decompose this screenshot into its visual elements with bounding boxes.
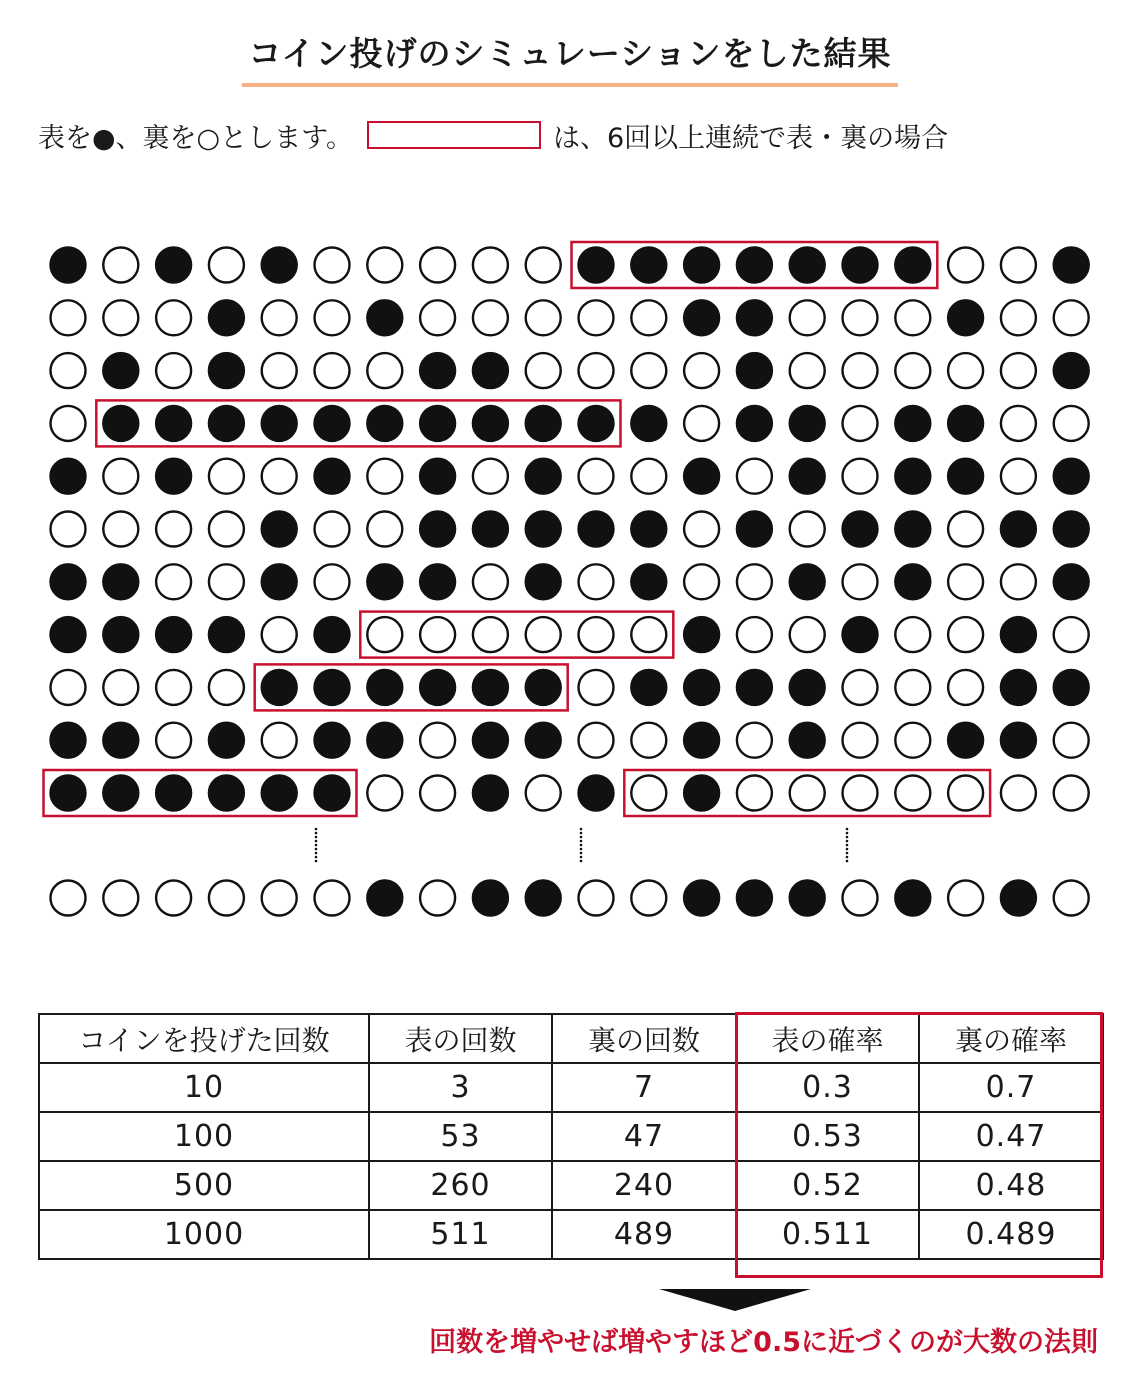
coin-heads — [367, 300, 402, 335]
coin-heads — [843, 617, 878, 652]
coin-heads — [579, 776, 614, 811]
coin-heads — [209, 617, 244, 652]
coin-heads — [737, 353, 772, 388]
coin-heads — [420, 353, 455, 388]
coin-tails — [631, 300, 666, 335]
coin-tails — [367, 353, 402, 388]
coin-tails — [631, 353, 666, 388]
legend-text-after: は、6回以上連続で表・裏の場合 — [552, 122, 949, 154]
coin-tails — [843, 723, 878, 758]
coin-heads — [737, 300, 772, 335]
cell-tails-prob: 0.47 — [919, 1112, 1103, 1161]
coin-tails — [579, 881, 614, 916]
coin-tails — [1054, 617, 1089, 652]
coin-heads — [1054, 353, 1089, 388]
table-header-row — [39, 1014, 1103, 1063]
coin-heads — [631, 248, 666, 283]
cell-heads-count: 260 — [369, 1161, 552, 1210]
table-row — [39, 1210, 1103, 1259]
coin-tails — [315, 564, 350, 599]
coin-heads — [790, 881, 825, 916]
coin-tails — [790, 512, 825, 547]
coin-heads — [367, 723, 402, 758]
cell-heads-prob: 0.511 — [736, 1210, 919, 1259]
coin-heads — [684, 881, 719, 916]
coin-tails — [209, 459, 244, 494]
coin-tails — [103, 512, 138, 547]
coin-tails — [1001, 353, 1036, 388]
coin-tails — [315, 248, 350, 283]
coin-heads — [315, 723, 350, 758]
coin-heads — [367, 406, 402, 441]
cell-heads-prob: 0.3 — [736, 1063, 919, 1112]
coin-tails — [156, 723, 191, 758]
coin-tails — [262, 617, 297, 652]
run-highlight-box — [255, 664, 568, 710]
coin-heads — [420, 459, 455, 494]
coin-heads — [262, 248, 297, 283]
coin-heads — [420, 406, 455, 441]
coin-heads — [209, 776, 244, 811]
coin-heads — [156, 406, 191, 441]
coin-tails — [420, 300, 455, 335]
coin-heads — [737, 881, 772, 916]
cell-heads-prob: 0.52 — [736, 1161, 919, 1210]
coin-tails — [51, 670, 86, 705]
coin-tails — [51, 881, 86, 916]
coin-tails — [843, 459, 878, 494]
page-title: コイン投げのシミュレーションをした結果 — [242, 28, 897, 87]
coin-tails — [51, 353, 86, 388]
coin-heads — [631, 512, 666, 547]
coin-heads — [262, 512, 297, 547]
coin-heads — [51, 723, 86, 758]
coin-tails — [1054, 881, 1089, 916]
coin-heads — [684, 300, 719, 335]
coin-tails — [526, 353, 561, 388]
coin-tails — [579, 670, 614, 705]
coin-heads — [631, 564, 666, 599]
coin-tails — [51, 512, 86, 547]
coin-tails — [367, 776, 402, 811]
coin-tails — [1001, 459, 1036, 494]
coin-tails — [1001, 406, 1036, 441]
coin-tails — [737, 459, 772, 494]
coin-tails — [1054, 300, 1089, 335]
coin-heads — [631, 406, 666, 441]
coin-tails — [103, 300, 138, 335]
coin-tails — [790, 300, 825, 335]
coin-tails — [526, 776, 561, 811]
cell-heads-count: 511 — [369, 1210, 552, 1259]
cell-tails-prob: 0.7 — [919, 1063, 1103, 1112]
coin-tails — [367, 459, 402, 494]
coin-tails — [473, 248, 508, 283]
coin-tails — [631, 776, 666, 811]
coin-tails — [367, 617, 402, 652]
coin-heads — [51, 776, 86, 811]
coin-heads — [843, 512, 878, 547]
coin-tails — [737, 564, 772, 599]
coin-heads — [1054, 459, 1089, 494]
coin-heads — [895, 564, 930, 599]
cell-tails-count: 489 — [552, 1210, 736, 1259]
coin-heads — [790, 248, 825, 283]
cell-tosses: 100 — [39, 1112, 369, 1161]
coin-heads — [579, 406, 614, 441]
coin-tails — [790, 617, 825, 652]
coin-tails — [103, 881, 138, 916]
header-heads-count: 表の回数 — [369, 1014, 552, 1063]
coin-tails — [526, 617, 561, 652]
coin-heads — [1054, 248, 1089, 283]
coin-heads — [367, 881, 402, 916]
coin-heads — [103, 564, 138, 599]
coin-tails — [420, 617, 455, 652]
coin-heads — [1054, 670, 1089, 705]
coin-heads — [315, 406, 350, 441]
coin-tails — [209, 670, 244, 705]
cell-tails-prob: 0.489 — [919, 1210, 1103, 1259]
coin-heads — [262, 776, 297, 811]
coin-heads — [103, 353, 138, 388]
coin-heads — [209, 300, 244, 335]
coin-tails — [579, 723, 614, 758]
coin-tails — [315, 353, 350, 388]
coin-tails — [737, 617, 772, 652]
coin-tails — [262, 723, 297, 758]
coin-heads — [684, 776, 719, 811]
coin-tails — [631, 459, 666, 494]
coin-heads — [315, 776, 350, 811]
coin-heads — [51, 459, 86, 494]
coin-tails — [684, 406, 719, 441]
coin-tails — [579, 564, 614, 599]
coin-tails — [948, 617, 983, 652]
coin-heads — [526, 459, 561, 494]
coin-heads — [684, 459, 719, 494]
coin-heads — [526, 406, 561, 441]
coin-tails — [684, 353, 719, 388]
table-row — [39, 1063, 1103, 1112]
coin-tails — [843, 776, 878, 811]
cell-tosses: 10 — [39, 1063, 369, 1112]
coin-heads — [51, 617, 86, 652]
coin-tails — [156, 300, 191, 335]
coin-tails — [420, 723, 455, 758]
coin-heads — [103, 617, 138, 652]
coin-heads — [790, 406, 825, 441]
coin-heads — [420, 564, 455, 599]
coin-tails — [948, 881, 983, 916]
title-container — [0, 28, 1140, 87]
coin-heads — [948, 459, 983, 494]
cell-tails-count: 7 — [552, 1063, 736, 1112]
coin-tails — [262, 881, 297, 916]
coin-tails — [948, 353, 983, 388]
coin-tails — [1054, 406, 1089, 441]
coin-heads — [526, 881, 561, 916]
coin-tails — [315, 881, 350, 916]
coin-heads — [895, 881, 930, 916]
coin-heads — [1054, 564, 1089, 599]
coin-heads — [156, 776, 191, 811]
coin-heads — [315, 617, 350, 652]
coin-heads — [1001, 881, 1036, 916]
coin-tails — [843, 670, 878, 705]
coin-heads — [526, 723, 561, 758]
coin-heads — [737, 512, 772, 547]
coin-heads — [843, 248, 878, 283]
coin-tails — [737, 723, 772, 758]
coin-tails — [1001, 564, 1036, 599]
cell-heads-count: 53 — [369, 1112, 552, 1161]
header-tosses: コインを投げた回数 — [39, 1014, 369, 1063]
coin-heads — [103, 406, 138, 441]
coin-tails — [473, 617, 508, 652]
coin-heads — [1001, 670, 1036, 705]
coin-heads — [156, 459, 191, 494]
coin-tails — [1001, 300, 1036, 335]
coin-tails — [103, 248, 138, 283]
coin-heads — [51, 564, 86, 599]
coin-heads — [473, 881, 508, 916]
coin-heads — [526, 512, 561, 547]
coin-tails — [315, 300, 350, 335]
table-row — [39, 1112, 1103, 1161]
coin-tails — [948, 512, 983, 547]
coin-tails — [895, 353, 930, 388]
coin-heads — [473, 512, 508, 547]
coin-tails — [843, 353, 878, 388]
coin-tails — [51, 406, 86, 441]
coin-tails — [737, 776, 772, 811]
coin-tails — [262, 459, 297, 494]
coin-tails — [631, 723, 666, 758]
coin-tails — [579, 459, 614, 494]
coin-tails — [843, 881, 878, 916]
coin-tails — [156, 881, 191, 916]
coin-tails — [895, 723, 930, 758]
legend — [38, 115, 948, 155]
coin-tails — [262, 353, 297, 388]
coin-heads — [262, 406, 297, 441]
coin-heads — [579, 512, 614, 547]
coin-tails — [156, 512, 191, 547]
coin-heads — [579, 248, 614, 283]
coin-heads — [473, 723, 508, 758]
coin-tails — [156, 353, 191, 388]
coin-tails — [420, 776, 455, 811]
coin-heads — [262, 564, 297, 599]
coin-heads — [315, 459, 350, 494]
table-row — [39, 1161, 1103, 1210]
coin-tails — [579, 617, 614, 652]
coin-tails — [1001, 248, 1036, 283]
down-arrow-icon — [659, 1289, 811, 1311]
coin-heads — [526, 670, 561, 705]
coin-tails — [526, 248, 561, 283]
coin-heads — [367, 564, 402, 599]
header-tails-prob: 裏の確率 — [919, 1014, 1103, 1063]
coin-heads — [895, 459, 930, 494]
coin-heads — [948, 723, 983, 758]
coin-tails — [948, 564, 983, 599]
coin-tails — [473, 300, 508, 335]
coin-heads — [209, 353, 244, 388]
coin-tails — [209, 248, 244, 283]
coin-tails — [843, 564, 878, 599]
coin-heads — [895, 406, 930, 441]
coin-heads — [790, 670, 825, 705]
coin-heads — [262, 670, 297, 705]
coin-heads — [790, 723, 825, 758]
coin-heads — [103, 776, 138, 811]
coin-tails — [684, 564, 719, 599]
coin-tails — [790, 353, 825, 388]
coin-tails — [420, 248, 455, 283]
coin-tails — [1054, 776, 1089, 811]
coin-tails — [843, 406, 878, 441]
coin-tails — [948, 248, 983, 283]
coin-tails — [579, 353, 614, 388]
legend-text-before: 表を●、裏を○とします。 — [38, 122, 353, 154]
coin-heads — [473, 670, 508, 705]
coin-tails — [684, 512, 719, 547]
run-highlight-box — [44, 770, 357, 816]
coin-tails — [473, 459, 508, 494]
coin-heads — [737, 406, 772, 441]
conclusion-text: 回数を増やせば増やすほど0.5に近づくのが大数の法則 — [429, 1327, 1098, 1358]
coin-tails — [367, 248, 402, 283]
coin-heads — [315, 670, 350, 705]
coin-tails — [895, 776, 930, 811]
coin-tails — [895, 670, 930, 705]
coin-heads — [948, 406, 983, 441]
coin-tails — [156, 564, 191, 599]
cell-heads-prob: 0.53 — [736, 1112, 919, 1161]
coin-heads — [1001, 512, 1036, 547]
cell-tails-count: 240 — [552, 1161, 736, 1210]
coin-tails — [948, 670, 983, 705]
coin-heads — [51, 248, 86, 283]
coin-heads — [948, 300, 983, 335]
run-highlight-box — [360, 612, 673, 658]
coin-tails — [103, 459, 138, 494]
coin-tails — [948, 776, 983, 811]
coin-tails — [790, 776, 825, 811]
coin-tails — [473, 564, 508, 599]
coin-heads — [156, 617, 191, 652]
cell-heads-count: 3 — [369, 1063, 552, 1112]
coin-heads — [103, 723, 138, 758]
coin-tails — [103, 670, 138, 705]
coin-heads — [737, 670, 772, 705]
coin-tails — [209, 564, 244, 599]
coin-tails — [895, 617, 930, 652]
coin-heads — [420, 670, 455, 705]
coin-heads — [473, 776, 508, 811]
coin-heads — [1001, 723, 1036, 758]
coin-tails — [156, 670, 191, 705]
coin-heads — [684, 248, 719, 283]
coin-heads — [1054, 512, 1089, 547]
coin-heads — [895, 248, 930, 283]
coin-heads — [684, 617, 719, 652]
coin-heads — [367, 670, 402, 705]
coin-tails — [1054, 723, 1089, 758]
cell-tosses: 1000 — [39, 1210, 369, 1259]
header-tails-count: 裏の回数 — [552, 1014, 736, 1063]
coin-heads — [473, 353, 508, 388]
cell-tails-prob: 0.48 — [919, 1161, 1103, 1210]
coin-heads — [526, 564, 561, 599]
coin-tails — [631, 881, 666, 916]
legend-highlight-box — [367, 121, 541, 149]
header-heads-prob: 表の確率 — [736, 1014, 919, 1063]
coin-tails — [262, 300, 297, 335]
coin-tails — [526, 300, 561, 335]
cell-tails-count: 47 — [552, 1112, 736, 1161]
coin-heads — [156, 248, 191, 283]
coin-heads — [420, 512, 455, 547]
coin-heads — [473, 406, 508, 441]
coin-tails — [631, 617, 666, 652]
coin-heads — [209, 406, 244, 441]
coin-heads — [737, 248, 772, 283]
results-table — [38, 1013, 1104, 1260]
coin-tails — [895, 300, 930, 335]
coin-heads — [1001, 617, 1036, 652]
coin-tails — [315, 512, 350, 547]
coin-tails — [1001, 776, 1036, 811]
coin-tails — [209, 881, 244, 916]
coin-tails — [367, 512, 402, 547]
coin-tails — [843, 300, 878, 335]
coin-heads — [895, 512, 930, 547]
coin-heads — [790, 564, 825, 599]
coin-tails — [51, 300, 86, 335]
cell-tosses: 500 — [39, 1161, 369, 1210]
coin-heads — [631, 670, 666, 705]
coin-tails — [420, 881, 455, 916]
coin-heads — [684, 670, 719, 705]
coin-heads — [209, 723, 244, 758]
coin-tails — [209, 512, 244, 547]
coin-heads — [790, 459, 825, 494]
coin-tails — [579, 300, 614, 335]
coin-heads — [684, 723, 719, 758]
